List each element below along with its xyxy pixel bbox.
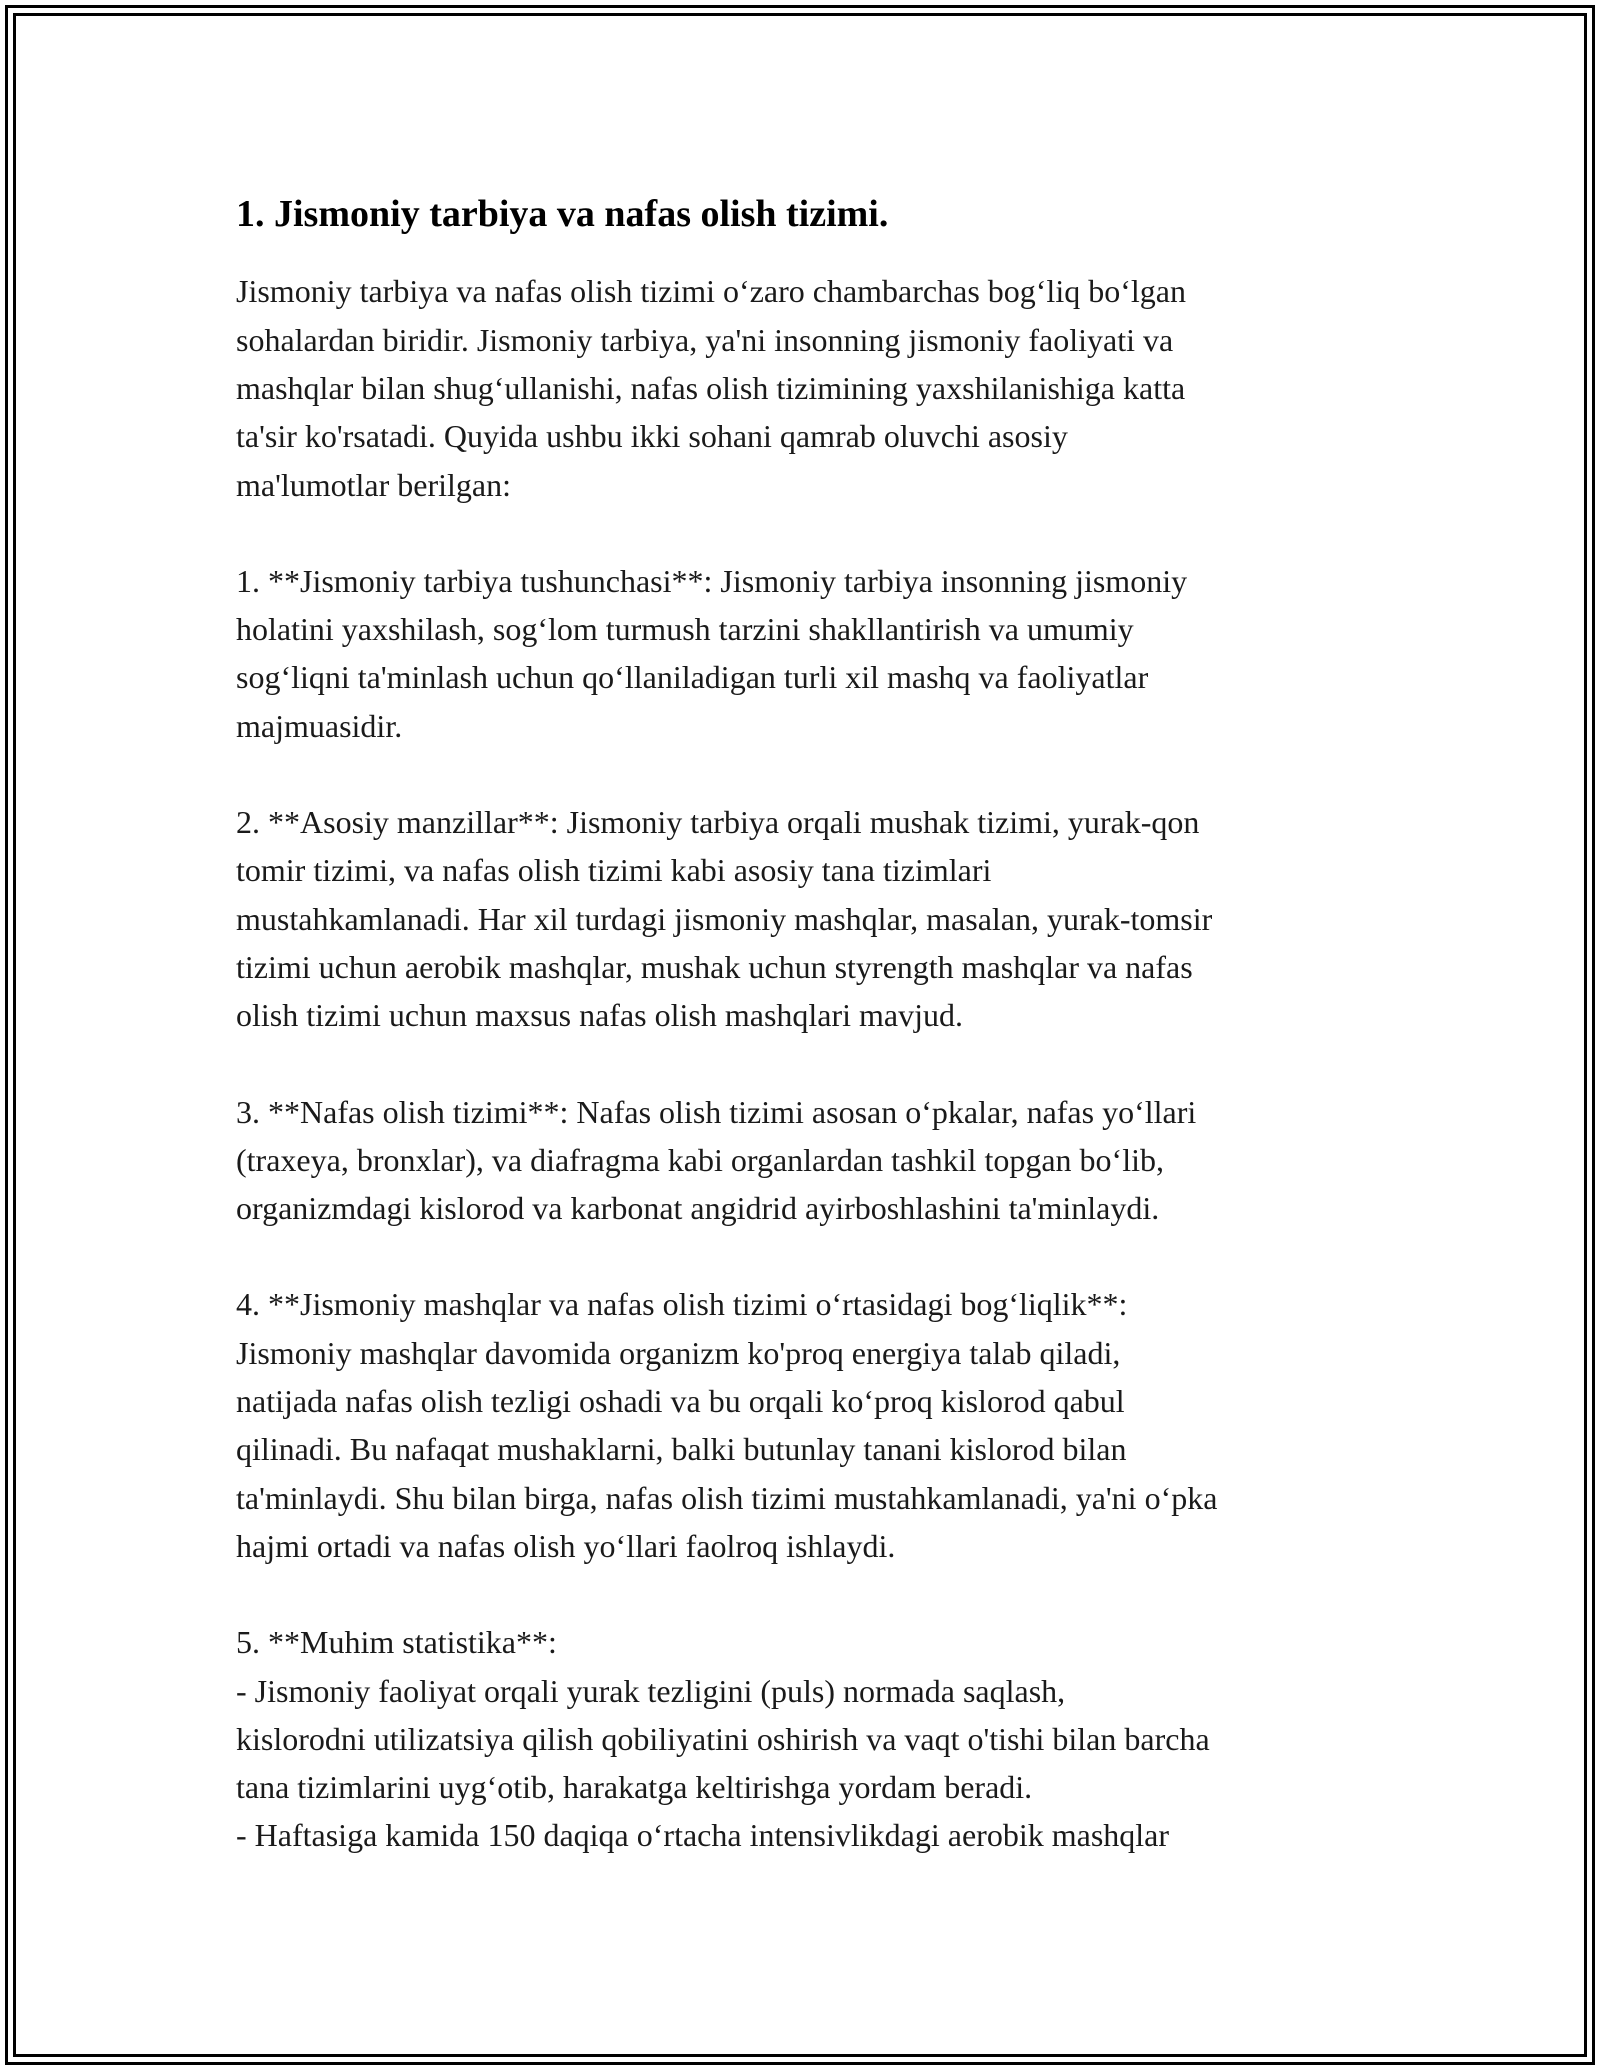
paragraph-item-4: 4. **Jismoniy mashqlar va nafas olish tizimi o‘rtasidagi bog‘liqlik**: Jismoniy mashqlar davomida organizm ko'proq energiya talab qiladi, natijada nafas olish tezligi oshadi va bu orqali ko‘proq kislorod qabul qilinadi. Bu nafaqat mushaklarni, balki butunlay tanani kislorod bilan ta'minlaydi. Shu bilan birga, nafas olish tizimi mustahkamlanadi, ya'ni o‘pka hajmi ortadi va nafas olish yo‘llari faolroq ishlaydi. xyxy=(236,1286,1218,1564)
paragraph-item-2: 2. **Asosiy manzillar**: Jismoniy tarbiya orqali mushak tizimi, yurak-qon tomir tizimi, va nafas olish tizimi kabi asosiy tana tizimlari mustahkamlanadi. Har xil turdagi jismoniy mashqlar, masalan, yurak-tomsir tizimi uchun aerobik mashqlar, mushak uchun styrength mashqlar va nafas olish tizimi uchun maxsus nafas olish mashqlari mavjud. xyxy=(236,804,1213,1034)
paragraph-item-5: 5. **Muhim statistika**: - Jismoniy faoliyat orqali yurak tezligini (puls) normada saqlash, kislorodni utilizatsiya qilish qobiliyatini oshirish va vaqt o'tishi bilan barcha tana tizimlarini uyg‘otib, harakatga keltirishga yordam beradi. - Haftasiga kamida 150 daqiqa o‘rtacha intensivlikdagi aerobik mashqlar xyxy=(236,1624,1210,1854)
intro-paragraph: Jismoniy tarbiya va nafas olish tizimi o‘zaro chambarchas bog‘liq bo‘lgan sohalardan biridir. Jismoniy tarbiya, ya'ni insonning jismoniy faoliyati va mashqlar bilan shug‘ullanishi, nafas olish tizimining yaxshilanishiga katta ta'sir ko'rsatadi. Quyida ushbu ikki sohani qamrab oluvchi asosiy ma'lumotlar berilgan: xyxy=(236,273,1186,503)
paragraph-item-3: 3. **Nafas olish tizimi**: Nafas olish tizimi asosan o‘pkalar, nafas yo‘llari (traxeya, bronxlar), va diafragma kabi organlardan tashkil topgan bo‘lib, organizmdagi kislorod va karbonat angidrid ayirboshlashini ta'minlaydi. xyxy=(236,1093,1197,1227)
document-page xyxy=(236,190,1376,1860)
document-title: 1. Jismoniy tarbiya va nafas olish tizimi. xyxy=(236,193,889,235)
paragraph-item-1: 1. **Jismoniy tarbiya tushunchasi**: Jismoniy tarbiya insonning jismoniy holatini yaxshilash, sog‘lom turmush tarzini shakllantirish va umumiy sog‘liqni ta'minlash uchun qo‘llaniladigan turli xil mashq va faoliyatlar majmuasidir. xyxy=(236,562,1188,744)
